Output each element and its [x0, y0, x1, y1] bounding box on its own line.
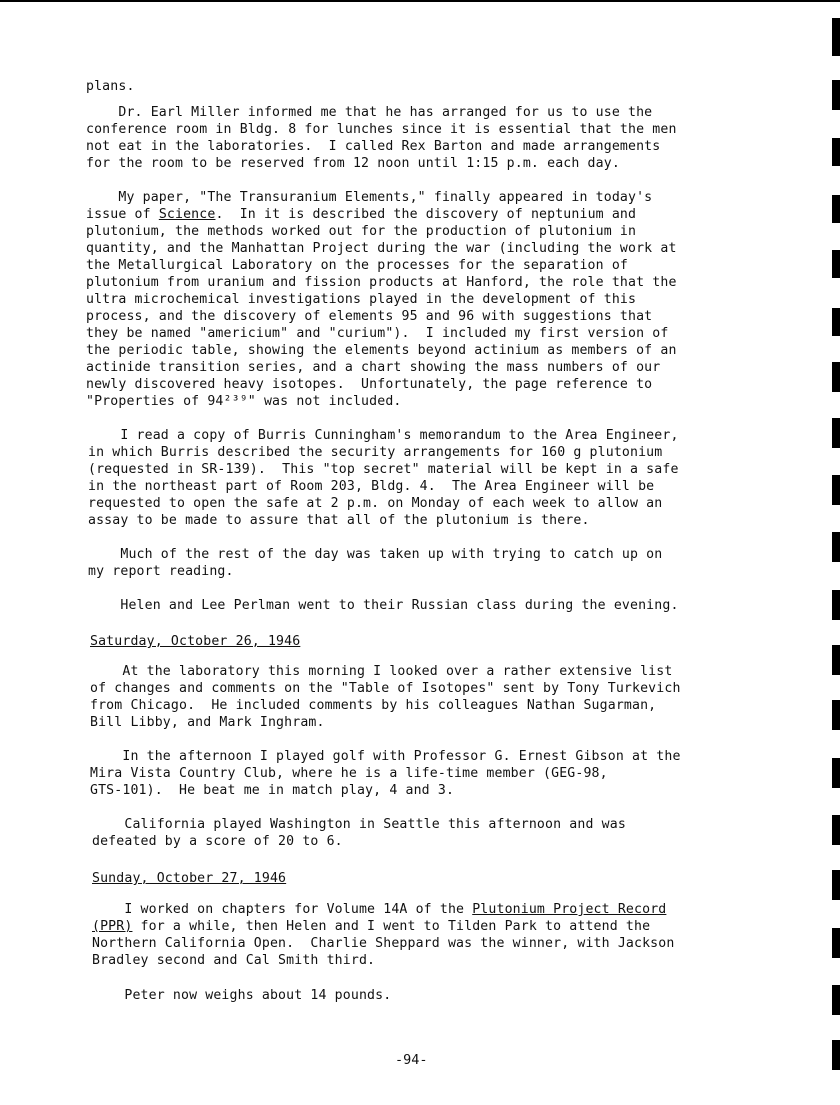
paragraph-line: (requested in SR-139). This "top secret" material will be kept in a safe [88, 462, 679, 477]
paragraph-line: from Chicago. He included comments by his colleagues Nathan Sugarman, [90, 698, 657, 713]
edge-mark [832, 985, 840, 1015]
paragraph-line: plutonium, the methods worked out for the production of plutonium in [86, 224, 637, 239]
paragraph-line: in the northeast part of Room 203, Bldg. 4. The Area Engineer will be [88, 479, 655, 494]
paragraph-line: GTS-101). He beat me in match play, 4 and 3. [90, 783, 455, 798]
edge-mark [832, 195, 840, 223]
paragraph-line: In the afternoon I played golf with Professor G. Ernest Gibson at the [90, 749, 681, 764]
paragraph-line: Much of the rest of the day was taken up with trying to catch up on [88, 547, 663, 562]
paragraph-line: plans. [86, 79, 135, 94]
journal-title-science: Science [158, 207, 216, 222]
edge-mark [832, 18, 840, 56]
paragraph-line: Helen and Lee Perlman went to their Russian class during the evening. [88, 598, 679, 613]
paragraph-line: requested to open the safe at 2 p.m. on Monday of each week to allow an [88, 496, 663, 511]
paragraph-line: plutonium from uranium and fission products at Hanford, the role that the [86, 275, 677, 290]
paragraph-line: for the room to be reserved from 12 noon until 1:15 p.m. each day. [86, 156, 620, 171]
paragraph-line: my report reading. [88, 564, 234, 579]
date-heading-saturday: Saturday, October 26, 1946 [90, 634, 301, 649]
record-title-ppr: Plutonium Project Record [472, 902, 667, 917]
edge-mark [832, 532, 840, 562]
edge-mark [832, 362, 840, 392]
edge-mark [832, 928, 840, 958]
ppr-abbreviation: (PPR) [92, 919, 133, 934]
paragraph-line [92, 901, 666, 918]
paragraph-line: actinide transition series, and a chart showing the mass numbers of our [86, 360, 661, 375]
paragraph-line: I read a copy of Burris Cunningham's memorandum to the Area Engineer, [88, 428, 679, 443]
text-run: I worked on chapters for Volume 14A of the [92, 902, 473, 917]
paragraph-line: they be named "americium" and "curium"). I included my first version of [86, 326, 669, 341]
edge-mark [832, 758, 840, 788]
paragraph-line: At the laboratory this morning I looked over a rather extensive list [90, 664, 673, 679]
edge-mark [832, 138, 840, 166]
paragraph-line: Mira Vista Country Club, where he is a life-time member (GEG-98, [90, 766, 608, 781]
edge-mark [832, 418, 840, 448]
paragraph-line: the Metallurgical Laboratory on the processes for the separation of [86, 258, 628, 273]
paragraph-line: California played Washington in Seattle this afternoon and was [92, 817, 626, 832]
page-number: -94- [395, 1052, 428, 1068]
edge-mark [832, 645, 840, 675]
paragraph-line [92, 918, 650, 935]
paragraph-line: conference room in Bldg. 8 for lunches since it is essential that the men [86, 122, 677, 137]
edge-mark [832, 250, 840, 278]
edge-mark [832, 870, 840, 900]
paragraph-line: not eat in the laboratories. I called Rex Barton and made arrangements [86, 139, 661, 154]
paragraph-line [86, 206, 636, 223]
paragraph-line: assay to be made to assure that all of the plutonium is there. [88, 513, 590, 528]
edge-mark [832, 700, 840, 730]
paragraph-line: Bill Libby, and Mark Inghram. [90, 715, 325, 730]
edge-mark [832, 590, 840, 620]
date-heading-sunday: Sunday, October 27, 1946 [92, 871, 287, 886]
paragraph-line: defeated by a score of 20 to 6. [92, 834, 343, 849]
paragraph-line: Peter now weighs about 14 pounds. [92, 988, 392, 1003]
edge-mark [832, 80, 840, 110]
paragraph-line: process, and the discovery of elements 95 and 96 with suggestions that [86, 309, 653, 324]
edge-mark [832, 1040, 840, 1070]
edge-mark [832, 475, 840, 505]
paragraph-line: quantity, and the Manhattan Project during the war (including the work at [86, 241, 677, 256]
paragraph-line: ultra microchemical investigations played in the development of this [86, 292, 637, 307]
paragraph-line: "Properties of 94²³⁹" was not included. [86, 394, 402, 409]
paragraph-line: Dr. Earl Miller informed me that he has arranged for us to use the [86, 105, 653, 120]
text-run: for a while, then Helen and I went to Tilden Park to attend the [132, 919, 651, 934]
paragraph-line: the periodic table, showing the elements beyond actinium as members of an [86, 343, 677, 358]
paragraph-line: Northern California Open. Charlie Sheppard was the winner, with Jackson [92, 936, 675, 951]
edge-mark [832, 308, 840, 336]
paragraph-line: of changes and comments on the "Table of Isotopes" sent by Tony Turkevich [90, 681, 681, 696]
paragraph-line: Bradley second and Cal Smith third. [92, 953, 376, 968]
scan-top-border [0, 0, 840, 2]
paragraph-line: newly discovered heavy isotopes. Unfortunately, the page reference to [86, 377, 653, 392]
text-run: issue of [86, 207, 159, 222]
edge-mark [832, 815, 840, 845]
paragraph-line: in which Burris described the security arrangements for 160 g plutonium [88, 445, 663, 460]
scan-edge-marks [828, 0, 840, 1105]
paragraph-line: My paper, "The Transuranium Elements," finally appeared in today's [86, 190, 653, 205]
text-run: . In it is described the discovery of neptunium and [215, 207, 637, 222]
